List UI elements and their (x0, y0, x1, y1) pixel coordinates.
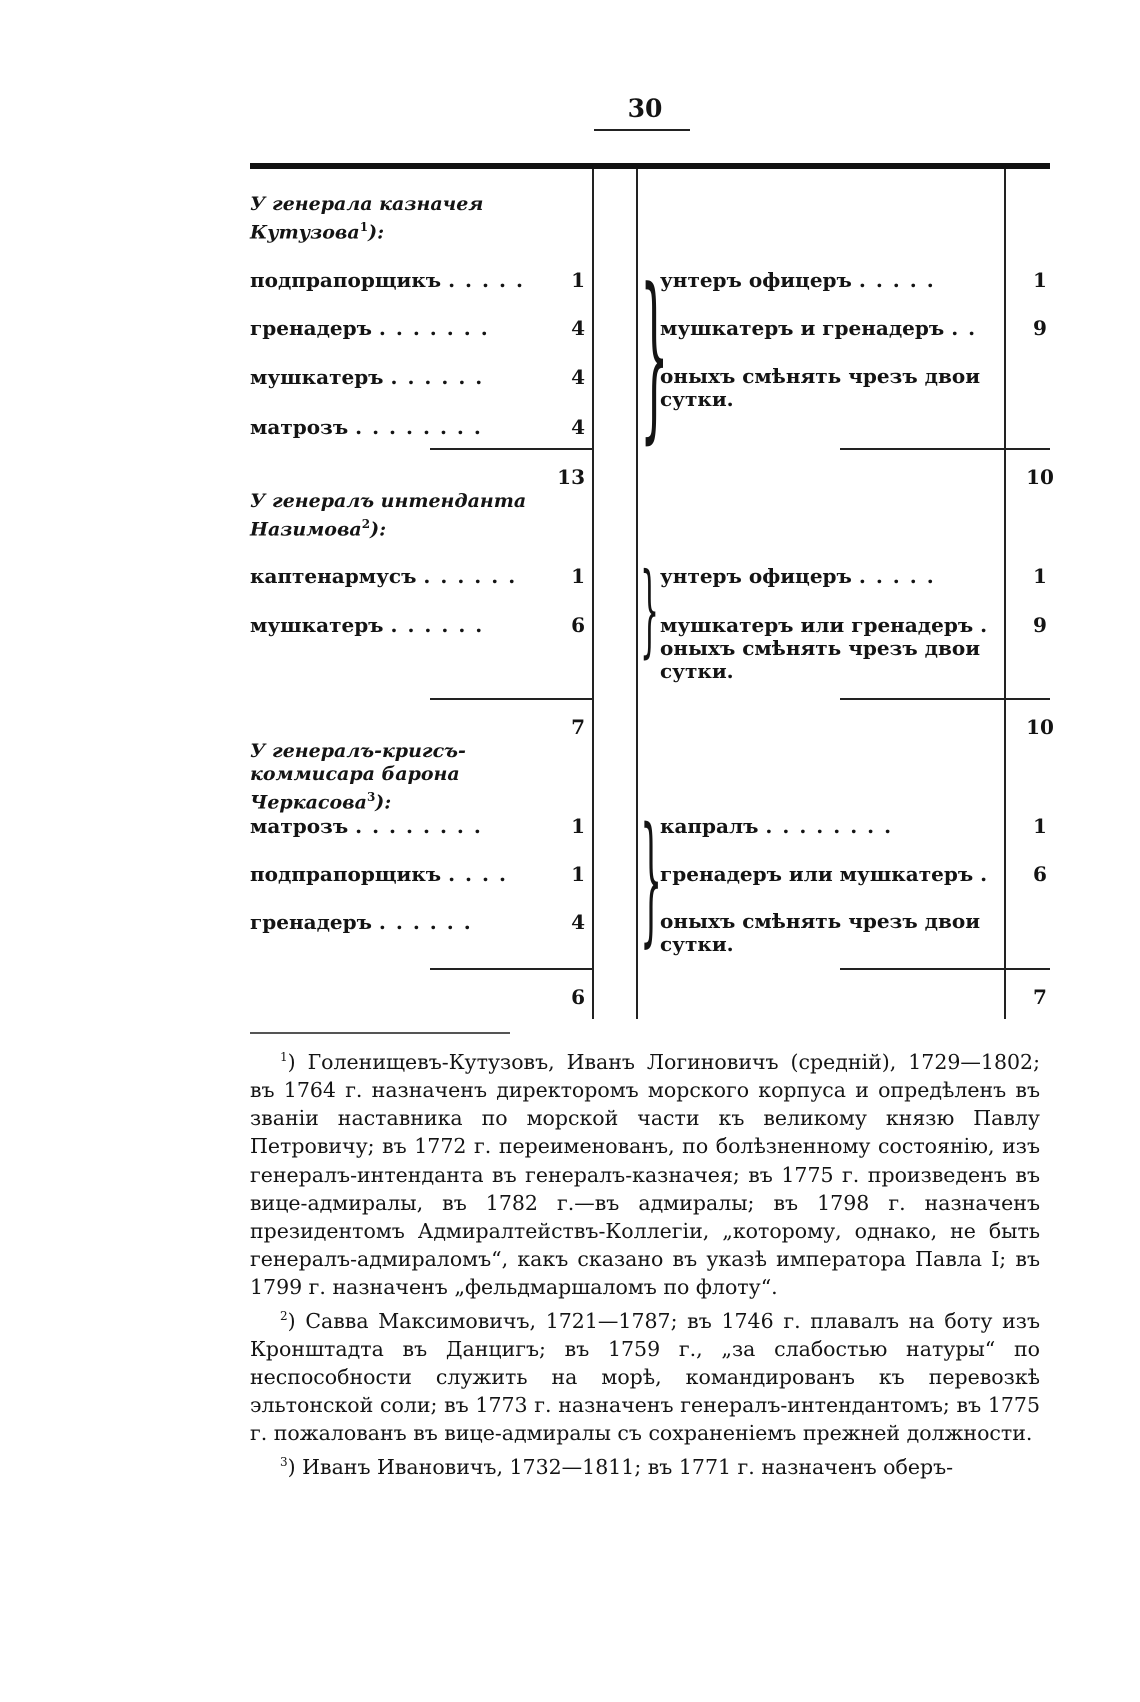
left-row-value: 1 (571, 814, 585, 838)
right-row-value: 6 (1033, 862, 1047, 886)
table-top-rule (250, 163, 1050, 169)
right-row-value: 9 (1033, 316, 1047, 340)
left-total: 6 (571, 985, 585, 1009)
right-row-value: 1 (1033, 564, 1047, 588)
page-number: 30 (627, 94, 663, 123)
section-heading: У генералъ интенданта Назимова$^2$): (250, 490, 527, 541)
right-row-label: унтеръ офицеръ ..... (660, 268, 944, 292)
left-row-label: матрозъ ........ (250, 814, 491, 838)
right-row-value: 1 (1033, 814, 1047, 838)
right-row-value: 1 (1033, 268, 1047, 292)
left-row-label: подпрапорщикъ ..... (250, 268, 533, 292)
left-row-label: подпрапорщикъ .... (250, 862, 516, 886)
right-brace: } (640, 798, 663, 961)
left-row-value: 4 (571, 415, 585, 439)
left-row-label: мушкатеръ ...... (250, 613, 493, 637)
section-heading: У генералъ-кригсъ-коммисара барона Черкасова$^3$): (250, 740, 466, 814)
left-total: 13 (557, 465, 585, 489)
page-number-rule (594, 129, 690, 131)
subtotal-rule (430, 698, 592, 700)
right-brace: } (640, 251, 669, 460)
footnotes (250, 1043, 1040, 1481)
left-row-label: гренадеръ ...... (250, 910, 481, 934)
right-note: оныхъ смѣнять чрезъ двои сутки. (660, 364, 981, 411)
right-note: оныхъ смѣнять чрезъ двои сутки. (660, 636, 981, 683)
subtotal-rule (1004, 448, 1050, 450)
right-row-label: мушкатеръ или гренадеръ . (660, 613, 998, 637)
right-row-label: унтеръ офицеръ ..... (660, 564, 944, 588)
section-heading: У генерала казначея Кутузова$^1$): (250, 193, 484, 244)
column-divider (592, 169, 594, 1019)
subtotal-rule (1004, 968, 1050, 970)
subtotal-rule (430, 448, 592, 450)
left-row-value: 1 (571, 564, 585, 588)
footnote-rule (250, 1032, 510, 1034)
left-row-value: 1 (571, 862, 585, 886)
column-divider (1004, 169, 1006, 1019)
right-row-value: 9 (1033, 613, 1047, 637)
subtotal-rule (1004, 698, 1050, 700)
footnote: $^1$) Голенищевъ-Кутузовъ, Иванъ Логиновичъ (средній), 1729—1802; въ 1764 г. назначенъ директоромъ морского корпуса и опредѣленъ въ званіи наставника по морской части къ великому князю Павлу Петровичу; въ 1772 г. переименованъ, по болѣзненному состоянію, изъ генералъ-интенданта въ генералъ-казначея; въ 1775 г. произведенъ въ вице-адмиралы, въ 1782 г.—въ адмиралы; въ 1798 г. назначенъ президентомъ Адмиралтействъ-Коллегіи, „которому, однако, не быть генералъ-адмираломъ“, какъ сказано въ указѣ императора Павла I; въ 1799 г. назначенъ „фельдмаршаломъ по флоту“. (250, 1049, 1040, 1300)
left-row-value: 4 (571, 910, 585, 934)
left-row-label: гренадеръ ....... (250, 316, 498, 340)
footnote: $^2$) Савва Максимовичъ, 1721—1787; въ 1746 г. плавалъ на боту изъ Кронштадта въ Данцигъ; въ 1759 г., „за слабостью натуры“ по неспособности служить на морѣ, командированъ къ перевозкѣ эльтонской соли; въ 1773 г. назначенъ генералъ-интендантомъ; въ 1775 г. пожалованъ въ вице-адмиралы съ сохраненіемъ прежней должности. (250, 1308, 1040, 1446)
left-row-value: 4 (571, 365, 585, 389)
left-total: 7 (571, 715, 585, 739)
right-brace: } (640, 551, 660, 668)
right-row-label: мушкатеръ и гренадеръ .. (660, 316, 986, 340)
left-row-label: матрозъ ........ (250, 415, 491, 439)
left-row-value: 4 (571, 316, 585, 340)
left-row-label: каптенармусъ ...... (250, 564, 526, 588)
right-total: 10 (1026, 715, 1054, 739)
right-note: оныхъ смѣнять чрезъ двои сутки. (660, 909, 981, 956)
subtotal-rule (840, 448, 1004, 450)
left-row-value: 1 (571, 268, 585, 292)
subtotal-rule (840, 698, 1004, 700)
left-row-label: мушкатеръ ...... (250, 365, 493, 389)
right-total: 7 (1033, 985, 1047, 1009)
right-row-label: капралъ ........ (660, 814, 902, 838)
footnote: $^3$) Иванъ Ивановичъ, 1732—1811; въ 1771 г. назначенъ оберъ- (280, 1454, 954, 1479)
left-row-value: 6 (571, 613, 585, 637)
subtotal-rule (840, 968, 1004, 970)
subtotal-rule (430, 968, 592, 970)
right-total: 10 (1026, 465, 1054, 489)
column-divider (636, 169, 638, 1019)
right-row-label: гренадеръ или мушкатеръ . (660, 862, 998, 886)
